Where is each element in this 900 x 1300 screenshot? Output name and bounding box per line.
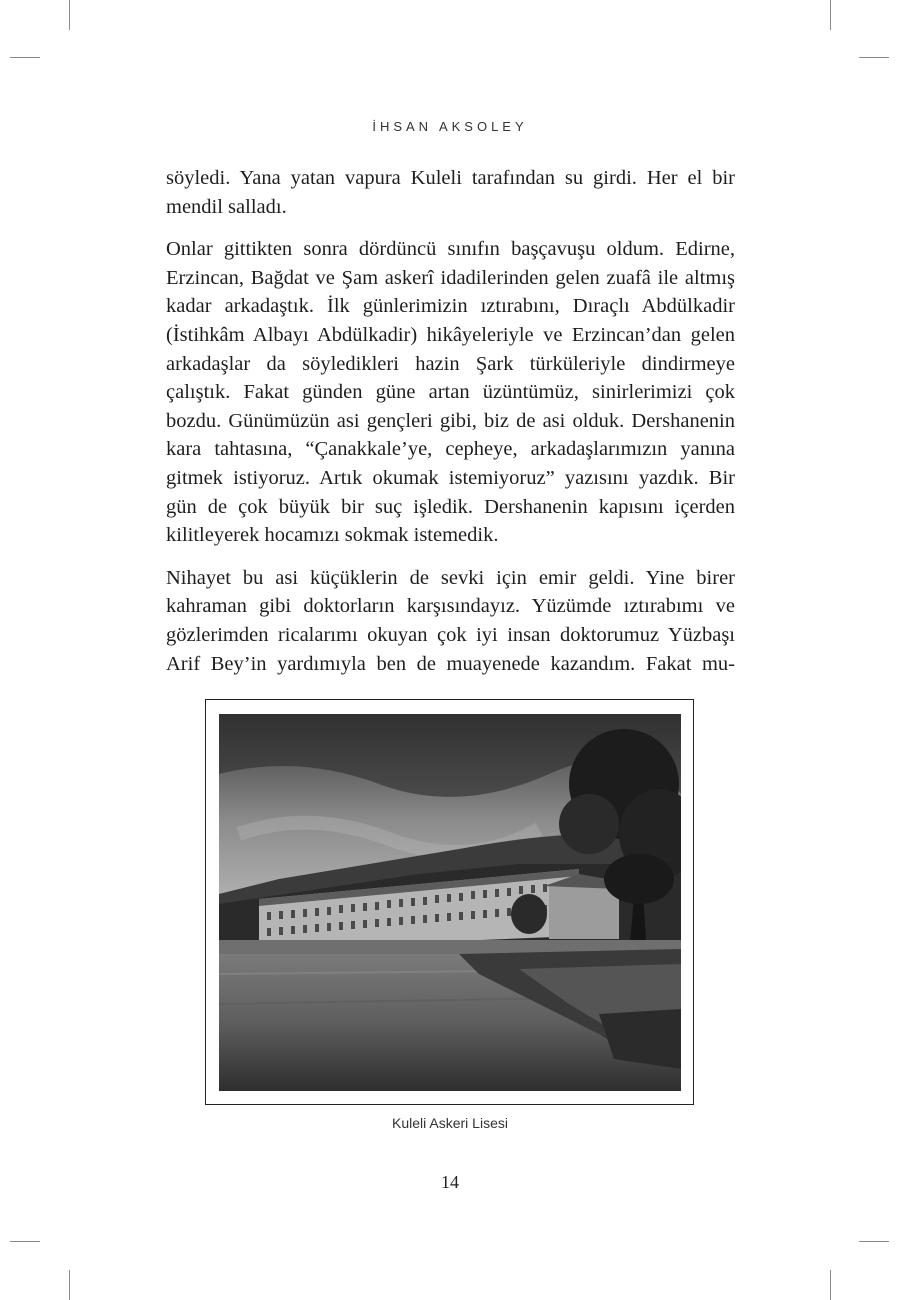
crop-mark [859,1241,889,1242]
running-head: İHSAN AKSOLEY [372,119,528,134]
paragraph: söyledi. Yana yatan vapura Kuleli tarafından su girdi. Her el bir mendil salladı. [166,167,735,218]
crop-mark [69,1270,70,1300]
photo-frame [205,699,694,1105]
page-number: 14 [441,1172,459,1192]
kuleli-photo [219,714,681,1091]
body-text [166,164,735,692]
crop-mark [69,0,70,30]
crop-mark [859,57,889,58]
figure-caption: Kuleli Askeri Lisesi [392,1115,508,1131]
crop-mark [10,1241,40,1242]
paragraph: Nihayet bu asi küçüklerin de sevki için emir geldi. Yine birer kahraman gibi doktorların karşısındayız. Yüzümde ıztırabımı ve gözlerimden ricalarımı okuyan çok iyi insan doktorumuz Yüzbaşı Arif Bey’in yardımıyla ben de muayenede kazandım. Fakat mu- [166,566,735,675]
crop-mark [10,57,40,58]
crop-mark [830,1270,831,1300]
crop-mark [830,0,831,30]
paragraph: Onlar gittikten sonra dördüncü sınıfın başçavuşu oldum. Edirne, Erzincan, Bağdat ve Şam askerî idadilerinden gelen zuafâ ile altmış kadar arkadaştık. İlk günlerimizin ıztırabını, Dıraçlı Abdülkadir (İstihkâm Albayı Abdülkadir) hikâyeleriyle ve Erzincan’dan gelen arkadaşlar da söyledikleri hazin Şark türküleriyle dindirmeye çalıştık. Fakat günden güne artan üzüntümüz, sinirlerimizi çok bozdu. Günümüzün asi gençleri gibi, biz de asi olduk. Dershanenin kara tahtasına, “Çanakkale’ye, cepheye, arkadaşlarımızın yanına gitmek istiyoruz. Artık okumak istemiyoruz” yazısını yazdık. Bir gün de çok büyük bir suç işledik. Dershanenin kapısını içerden kilitleyerek hocamızı sokmak istemedik. [166,238,735,547]
